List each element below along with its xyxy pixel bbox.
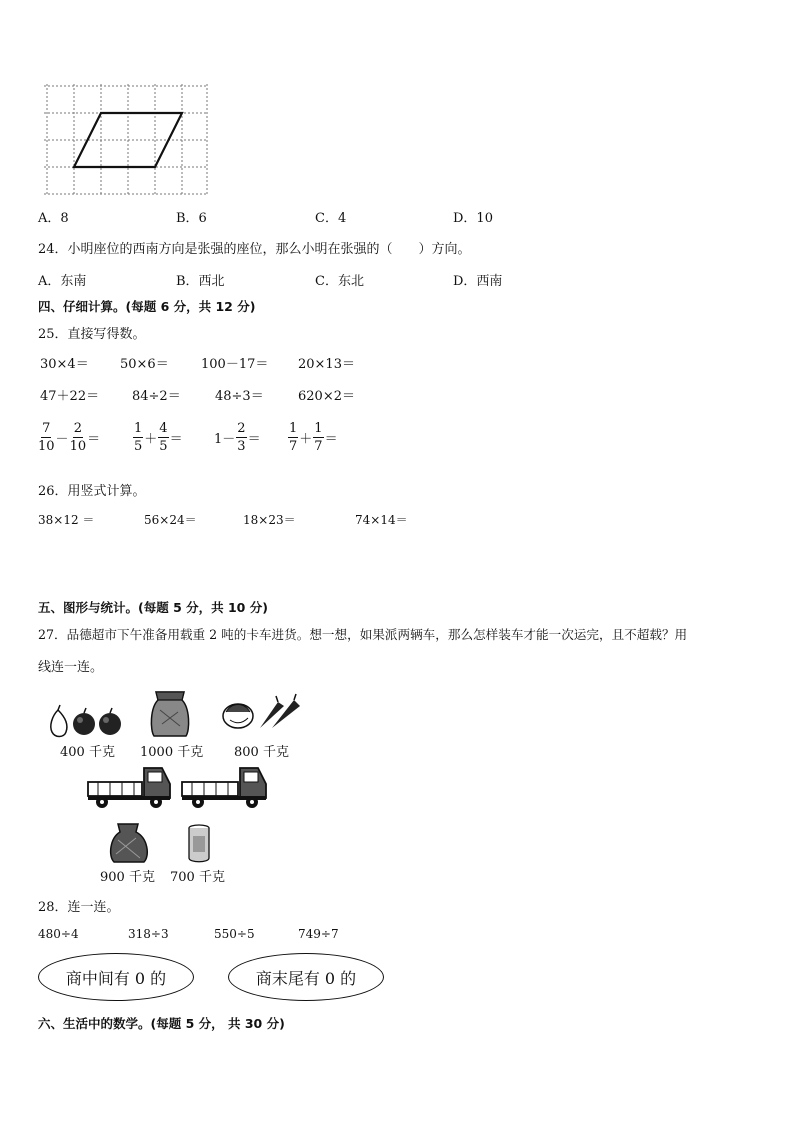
division-749div7: 749÷7 xyxy=(298,927,339,941)
truck-1-icon[interactable] xyxy=(86,766,172,810)
oval-label: 商末尾有 0 的 xyxy=(255,968,357,988)
q24-option-a[interactable]: A．东南 xyxy=(38,274,87,289)
q27-question-line1: 27．品德超市下午准备用载重 2 吨的卡车进货。想一想，如果派两辆车，那么怎样装车才能一次运完，且不超载？用 xyxy=(38,627,688,642)
vertical-calc-74x14: 74×14＝ xyxy=(355,513,408,527)
goods-label-bag: 900 千克 xyxy=(100,870,155,885)
oval-label: 商中间有 0 的 xyxy=(65,968,167,988)
fraction-expr-2 xyxy=(133,420,184,455)
equals: ＝ xyxy=(87,432,101,447)
fraction-numerator: 2 xyxy=(237,421,246,436)
division-318div3: 318÷3 xyxy=(128,927,169,941)
operator: ＋ xyxy=(144,432,158,447)
fraction-denominator: 5 xyxy=(159,439,168,454)
fraction-denominator: 3 xyxy=(237,439,246,454)
calc-100-17: 100－17＝ xyxy=(201,357,269,372)
vertical-calc-56x24: 56×24＝ xyxy=(144,513,197,527)
fraction-denominator: 7 xyxy=(314,439,323,454)
vertical-calc-18x23: 18×23＝ xyxy=(243,513,296,527)
q24-option-d[interactable]: D．西南 xyxy=(453,274,503,289)
q23-option-a[interactable]: A．8 xyxy=(38,211,69,226)
operator: － xyxy=(55,432,69,447)
q23-option-c[interactable]: C．4 xyxy=(315,211,347,226)
sack-picture xyxy=(148,686,192,738)
goods-label-sack: 1000 千克 xyxy=(140,745,204,760)
equals: ＝ xyxy=(169,432,183,447)
calc-47+22: 47＋22＝ xyxy=(40,389,100,404)
section4-heading: 四、仔细计算。(每题 6 分，共 12 分) xyxy=(38,299,256,314)
goods-label-vegetables: 800 千克 xyxy=(234,745,289,760)
q24-option-c[interactable]: C．东北 xyxy=(315,274,364,289)
q24-question: 24．小明座位的西南方向是张强的座位，那么小明在张强的（ ）方向。 xyxy=(38,242,471,257)
vegetables-picture xyxy=(220,694,302,732)
section6-heading: 六、生活中的数学。(每题 5 分， 共 30 分) xyxy=(38,1016,285,1031)
fraction-denominator: 10 xyxy=(69,439,87,454)
operator: 1－ xyxy=(214,432,236,447)
goods-label-fruit: 400 千克 xyxy=(60,745,115,760)
fraction-expr-4 xyxy=(288,420,339,455)
division-480div4: 480÷4 xyxy=(38,927,79,941)
calc-30x4: 30×4＝ xyxy=(40,357,89,372)
fraction-denominator: 10 xyxy=(38,439,55,454)
can-picture xyxy=(186,824,212,864)
fraction-numerator: 7 xyxy=(42,421,51,436)
bag-picture xyxy=(108,822,152,864)
q23-option-b[interactable]: B．6 xyxy=(176,211,207,226)
calc-50x6: 50×6＝ xyxy=(120,357,169,372)
fraction-denominator: 7 xyxy=(289,439,298,454)
oval-zero-in-middle[interactable] xyxy=(38,953,194,1001)
equals: ＝ xyxy=(247,432,261,447)
equals: ＝ xyxy=(324,432,338,447)
operator: ＋ xyxy=(299,432,313,447)
q24-option-b[interactable]: B．西北 xyxy=(176,274,225,289)
q27-question-line2: 线连一连。 xyxy=(38,660,104,675)
fraction-denominator: 5 xyxy=(134,439,143,454)
division-550div5: 550÷5 xyxy=(214,927,255,941)
section5-heading: 五、图形与统计。(每题 5 分，共 10 分) xyxy=(38,600,268,615)
q28-prompt: 28．连一连。 xyxy=(38,900,120,915)
q25-prompt: 25．直接写得数。 xyxy=(38,327,146,342)
oval-zero-at-end[interactable] xyxy=(228,953,384,1001)
calc-20x13: 20×13＝ xyxy=(298,357,355,372)
fraction-expr-1 xyxy=(38,420,101,455)
goods-label-can: 700 千克 xyxy=(170,870,225,885)
calc-48div3: 48÷3＝ xyxy=(215,389,264,404)
fraction-expr-3 xyxy=(213,420,262,455)
truck-2-icon[interactable] xyxy=(180,766,268,810)
fraction-numerator: 2 xyxy=(73,421,82,436)
fraction-numerator: 1 xyxy=(314,421,323,436)
fraction-numerator: 1 xyxy=(289,421,298,436)
q23-option-d[interactable]: D．10 xyxy=(453,211,493,226)
vertical-calc-38x12: 38×12 ＝ xyxy=(38,513,95,527)
calc-84div2: 84÷2＝ xyxy=(132,389,181,404)
fruit-picture xyxy=(46,704,126,740)
grid-parallelogram-figure xyxy=(44,84,214,199)
fraction-numerator: 1 xyxy=(134,421,143,436)
fraction-numerator: 4 xyxy=(159,421,168,436)
q26-prompt: 26．用竖式计算。 xyxy=(38,484,146,499)
calc-620x2: 620×2＝ xyxy=(298,389,355,404)
